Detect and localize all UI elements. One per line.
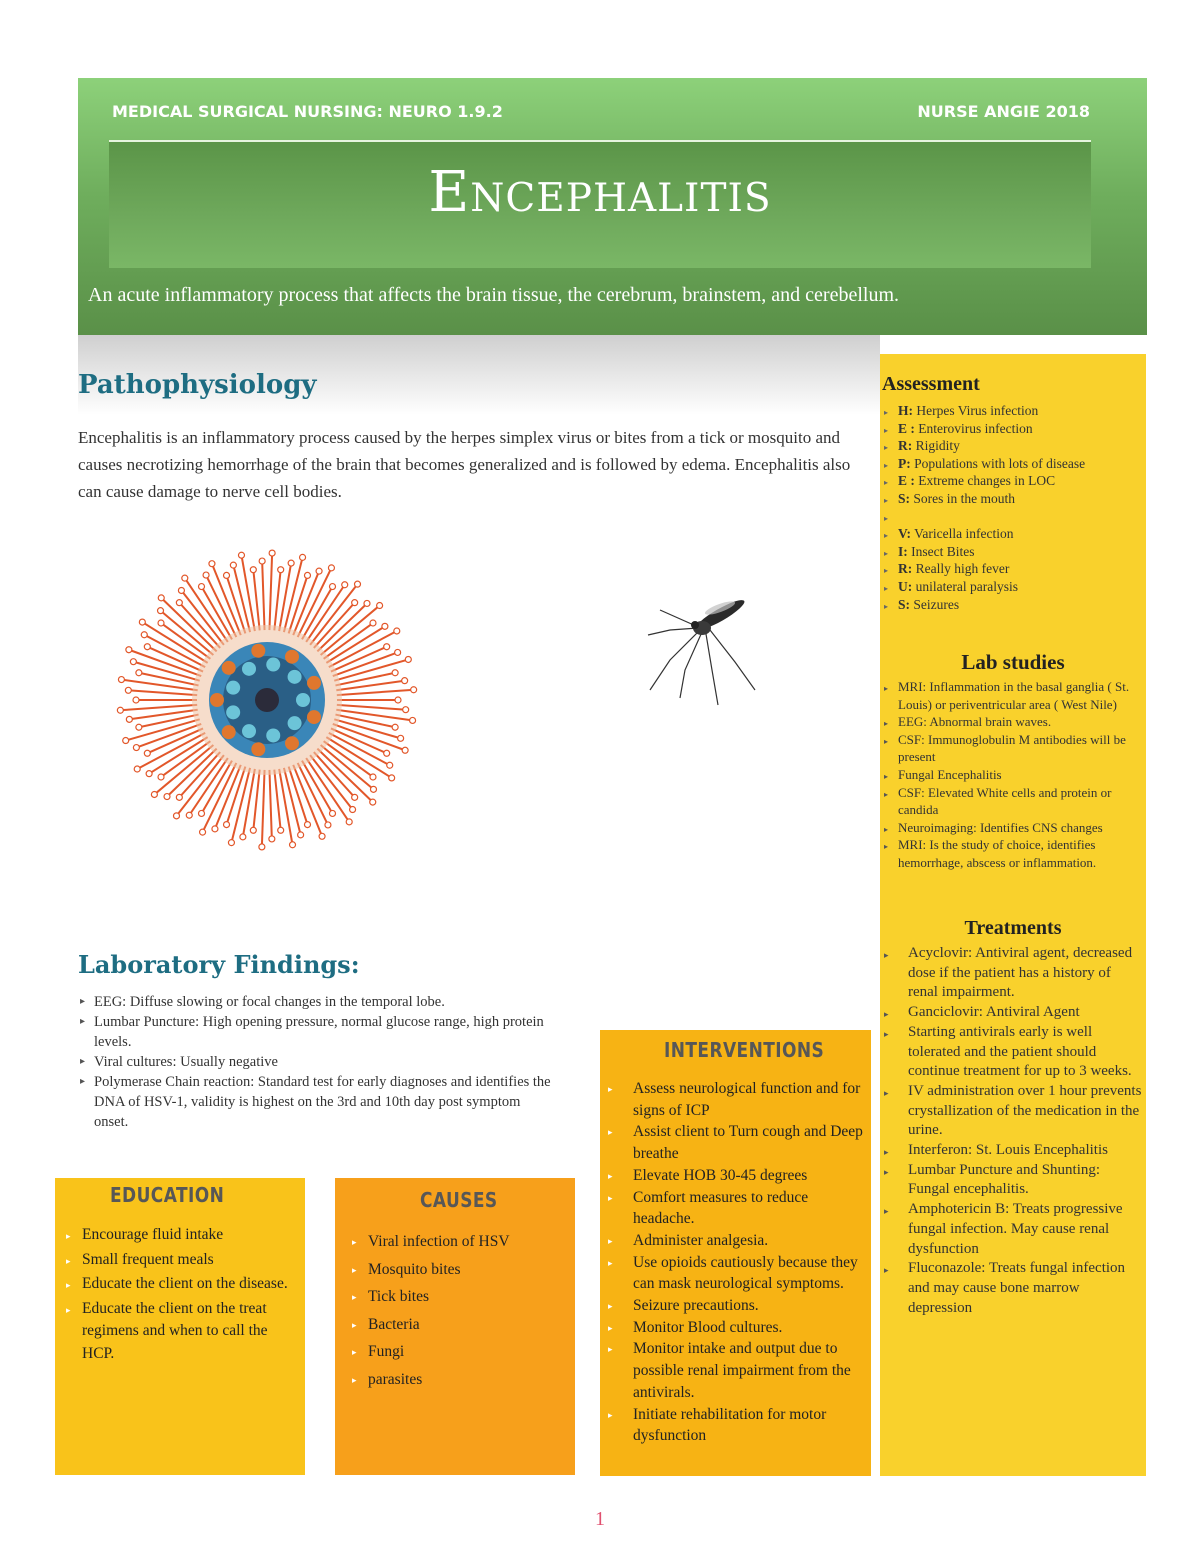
virus-spike-tip [199, 584, 205, 590]
virus-knob [210, 693, 224, 707]
virus-knob [266, 658, 280, 672]
list-item: ▸ Fluconazole: Treats fungal infection and may cause bone marrow depression [882, 1259, 1144, 1318]
virus-spike-tip [398, 735, 404, 741]
virus-spike-tip [139, 619, 145, 625]
author-label: NURSE ANGIE 2018 [917, 102, 1090, 121]
virus-spike-tip [117, 707, 123, 713]
virus-spike-tip [370, 786, 376, 792]
virus-spike-tip [259, 558, 265, 564]
mosquito-leg [680, 632, 702, 698]
list-item: ▸ Viral infection of HSV [350, 1228, 565, 1256]
mosquito-leg [650, 630, 700, 690]
tagline: An acute inflammatory process that affects the brain tissue, the cerebrum, brainstem, and cerebellum. [88, 284, 899, 306]
virus-spike-tip [410, 717, 416, 723]
virus-spike-tip [364, 600, 370, 606]
virus-center [255, 688, 279, 712]
virus-spike-tip [176, 794, 182, 800]
list-item: ▸ Interferon: St. Louis Encephalitis [882, 1141, 1144, 1161]
list-item: ▸ Lumbar Puncture: High opening pressure, normal glucose range, high protein levels. [78, 1012, 558, 1052]
virus-spike-tip [240, 834, 246, 840]
virus-spike-tip [212, 826, 218, 832]
virus-spike-tip [370, 799, 376, 805]
virus-spike-tip [342, 582, 348, 588]
virus-knob [242, 662, 256, 676]
virus-spike-tip [269, 550, 275, 556]
virus-spike-tip [238, 552, 244, 558]
list-item: ▸ P: Populations with lots of disease [882, 455, 1144, 473]
virus-knob [266, 728, 280, 742]
list-item: ▸ Mosquito bites [350, 1256, 565, 1284]
virus-spike-tip [403, 707, 409, 713]
virus-spike-tip [158, 608, 164, 614]
list-item: ▸ Assist client to Turn cough and Deep breathe [606, 1121, 864, 1164]
lab-studies-list [882, 678, 1146, 872]
causes-heading: CAUSES [420, 1188, 498, 1212]
list-item: ▸ Educate the client on the disease. [64, 1273, 299, 1296]
virus-spike-tip [384, 644, 390, 650]
virus-spike-tip [355, 581, 361, 587]
virus-spike-tip [186, 812, 192, 818]
virus-spike-tip [304, 572, 310, 578]
virus-spike-tip [392, 670, 398, 676]
virus-spike-tip [300, 554, 306, 560]
list-item: ▸ R: Rigidity [882, 437, 1144, 455]
virus-spike-tip [330, 810, 336, 816]
list-item: ▸ parasites [350, 1366, 565, 1394]
virus-spike-tip [250, 567, 256, 573]
virus-spike-tip [319, 833, 325, 839]
virus-spike-tip [141, 632, 147, 638]
virus-spike [131, 691, 197, 696]
virus-spike-tip [392, 724, 398, 730]
virus-spike [140, 733, 205, 768]
list-item: ▸ Comfort measures to reduce headache. [606, 1187, 864, 1230]
virus-spike [279, 769, 292, 842]
interventions-list [606, 1078, 864, 1447]
list-item: ▸ CSF: Immunoglobulin M antibodies will be present [882, 731, 1146, 766]
list-item: ▸ Monitor intake and output due to possible renal impairment from the antivirals. [606, 1338, 864, 1403]
list-item: ▸ MRI: Is the study of choice, identifies hemorrhage, abscess or inflammation. [882, 836, 1146, 871]
list-item: ▸ Assess neurological function and for signs of ICP [606, 1078, 864, 1121]
list-item: ▸ Elevate HOB 30-45 degrees [606, 1165, 864, 1187]
virus-spike-tip [164, 794, 170, 800]
virus-spike-tip [290, 842, 296, 848]
virus-spike-tip [278, 827, 284, 833]
virus-spike-tip [259, 844, 265, 850]
virus-spike-tip [158, 620, 164, 626]
virus-spike-tip [173, 813, 179, 819]
list-item: ▸ S: Sores in the mouth [882, 490, 1144, 508]
page-number: 1 [595, 1508, 605, 1530]
virus-knob [307, 710, 321, 724]
list-item: ▸ Lumbar Puncture and Shunting: Fungal encephalitis. [882, 1161, 1144, 1200]
virus-knob [296, 693, 310, 707]
virus-spike-tip [288, 560, 294, 566]
list-item: ▸ Tick bites [350, 1283, 565, 1311]
virus-spike [274, 573, 280, 631]
list-item: ▸ Starting antivirals early is well tolerated and the patient should continue treatment for up to 3 weeks. [882, 1023, 1144, 1082]
virus-knob [242, 724, 256, 738]
mosquito-head [691, 621, 699, 629]
list-item: ▸ Small frequent meals [64, 1249, 299, 1272]
virus-spike-tip [158, 774, 164, 780]
virus-spike-tip [126, 647, 132, 653]
education-list [64, 1224, 299, 1367]
virus-spike [336, 710, 409, 720]
assessment-heading: Assessment [882, 373, 980, 395]
list-item: ▸ Encourage fluid intake [64, 1224, 299, 1247]
virus-spike-tip [146, 771, 152, 777]
virus-knob [226, 681, 240, 695]
pathophysiology-heading: Pathophysiology [78, 370, 317, 400]
virus-spike-tip [402, 747, 408, 753]
treatments-list [882, 944, 1144, 1318]
virus-knob [222, 725, 236, 739]
virus-spike [329, 632, 394, 667]
virus-spike [269, 770, 271, 836]
list-item: ▸ Seizure precautions. [606, 1295, 864, 1317]
virus-spike-tip [250, 827, 256, 833]
virus-spike-tip [411, 687, 417, 693]
mosquito-leg [648, 628, 698, 635]
virus-spike-tip [209, 561, 215, 567]
virus-spike-tip [269, 836, 275, 842]
virus-spike-tip [370, 774, 376, 780]
virus-knob [226, 705, 240, 719]
virus-spike [337, 690, 411, 695]
interventions-heading: INTERVENTIONS [664, 1038, 825, 1062]
virus-spike [262, 770, 265, 844]
virus-spike [337, 705, 403, 710]
virus-spike-tip [384, 750, 390, 756]
virus-knob [251, 742, 265, 756]
virus-spike [242, 558, 255, 631]
list-item: ▸ MRI: Inflammation in the basal ganglia ( St. Louis) or periventricular area ( West Nile) [882, 678, 1146, 713]
virus-spike-tip [228, 840, 234, 846]
virus-spike-tip [346, 819, 352, 825]
list-item: ▸ Neuroimaging: Identifies CNS changes [882, 819, 1146, 837]
laboratory-findings-heading: Laboratory Findings: [78, 950, 360, 979]
education-heading: EDUCATION [110, 1183, 225, 1207]
list-item: ▸ R: Really high fever [882, 560, 1144, 578]
list-item: ▸ E : Extreme changes in LOC [882, 472, 1144, 490]
list-item: ▸ I: Insect Bites [882, 543, 1144, 561]
virus-spike-tip [125, 687, 131, 693]
virus-spike-tip [298, 832, 304, 838]
virus-spike-tip [304, 822, 310, 828]
list-item: ▸ Monitor Blood cultures. [606, 1317, 864, 1339]
virus-spike [274, 770, 280, 828]
virus-illustration [112, 545, 422, 855]
virus-spike-tip [123, 738, 129, 744]
virus-spike-tip [151, 791, 157, 797]
virus-spike-tip [203, 572, 209, 578]
virus-spike [124, 680, 197, 690]
lab-studies-heading: Lab studies [961, 650, 1065, 674]
virus-spike [191, 758, 228, 813]
treatments-heading: Treatments [964, 917, 1062, 939]
virus-spike-tip [402, 678, 408, 684]
virus-spike [254, 573, 260, 631]
virus-spike-tip [352, 794, 358, 800]
list-item: ▸ S: Seizures [882, 596, 1144, 614]
virus-spike-tip [126, 716, 132, 722]
assessment-list [882, 402, 1144, 613]
virus-knob [307, 676, 321, 690]
virus-spike-tip [224, 572, 230, 578]
virus-spike-tip [387, 762, 393, 768]
list-item: ▸ Bacteria [350, 1311, 565, 1339]
list-item: ▸ IV administration over 1 hour prevents crystallization of the medication in the urine. [882, 1082, 1144, 1141]
page-title: Encephalitis [428, 160, 772, 225]
list-item: ▸ Acyclovir: Antiviral agent, decreased dose if the patient has a history of renal impairment. [882, 944, 1144, 1003]
virus-spike [306, 587, 343, 642]
virus-spike-tip [199, 810, 205, 816]
list-item: ▸ Fungal Encephalitis [882, 766, 1146, 784]
virus-spike-tip [350, 807, 356, 813]
virus-spike-tip [200, 829, 206, 835]
list-item: ▸ Fungi [350, 1338, 565, 1366]
virus-spike-tip [394, 628, 400, 634]
list-item: ▸ Educate the client on the treat regimens and when to call the HCP. [64, 1298, 299, 1366]
virus-spike-tip [395, 649, 401, 655]
virus-spike-tip [130, 659, 136, 665]
virus-knob [222, 661, 236, 675]
virus-spike-tip [224, 822, 230, 828]
list-item-spacer [882, 508, 1144, 526]
list-item: ▸ CSF: Elevated White cells and protein or candida [882, 784, 1146, 819]
pathophysiology-text: Encephalitis is an inflammatory process caused by the herpes simplex virus or bites from a tick or mosquito and causes necrotizing hemorrhage of the brain that becomes generalized and is followed by edema. Encephalitis also can cause damage to nerve cell bodies. [78, 428, 851, 501]
virus-spike-tip [377, 603, 383, 609]
virus-spike [123, 705, 197, 710]
virus-knob [288, 716, 302, 730]
virus-spike-tip [133, 745, 139, 751]
mosquito-leg [710, 630, 755, 690]
list-item: ▸ Viral cultures: Usually negative [78, 1052, 558, 1072]
virus-knob [285, 736, 299, 750]
virus-spike-tip [118, 677, 124, 683]
list-item: ▸ Use opioids cautiously because they can mask neurological symptoms. [606, 1252, 864, 1295]
list-item: ▸ E : Enterovirus infection [882, 420, 1144, 438]
virus-spike [298, 571, 330, 638]
virus-spike-tip [182, 575, 188, 581]
list-item: ▸ U: unilateral paralysis [882, 578, 1144, 596]
virus-spike-tip [382, 623, 388, 629]
virus-knob [288, 670, 302, 684]
virus-spike [269, 556, 272, 630]
virus-spike-tip [134, 766, 140, 772]
virus-spike [254, 770, 260, 828]
virus-spike-tip [325, 822, 331, 828]
virus-spike-tip [176, 600, 182, 606]
list-item: ▸ EEG: Diffuse slowing or focal changes in the temporal lobe. [78, 992, 558, 1012]
virus-spike-tip [352, 600, 358, 606]
mosquito-proboscis [660, 610, 696, 626]
virus-spike-tip [144, 750, 150, 756]
virus-spike-tip [133, 697, 139, 703]
virus-spike-tip [316, 568, 322, 574]
list-item: ▸ V: Varicella infection [882, 525, 1144, 543]
virus-spike [262, 564, 264, 630]
course-label: MEDICAL SURGICAL NURSING: NEURO 1.9.2 [112, 102, 503, 121]
virus-knob [285, 650, 299, 664]
laboratory-findings-list [78, 992, 558, 1132]
virus-spike-tip [405, 656, 411, 662]
virus-spike-tip [158, 595, 164, 601]
virus-spike-tip [395, 697, 401, 703]
causes-list [350, 1228, 565, 1393]
list-item: ▸ Administer analgesia. [606, 1230, 864, 1252]
mosquito-illustration [640, 590, 760, 710]
virus-spike-tip [389, 775, 395, 781]
list-item: ▸ EEG: Abnormal brain waves. [882, 713, 1146, 731]
virus-spike [204, 763, 236, 830]
virus-knob [251, 644, 265, 658]
list-item: ▸ Polymerase Chain reaction: Standard test for early diagnoses and identifies the DNA of HSV-1, validity is highest on the 3rd and 10th day post symptom onset. [78, 1072, 558, 1132]
list-item: ▸ H: Herpes Virus infection [882, 402, 1144, 420]
mosquito-leg [706, 634, 718, 705]
virus-spike-tip [136, 724, 142, 730]
virus-spike-tip [178, 587, 184, 593]
list-item: ▸ Initiate rehabilitation for motor dysfunction [606, 1404, 864, 1447]
virus-spike-tip [278, 567, 284, 573]
virus-spike-tip [136, 670, 142, 676]
virus-spike-tip [330, 584, 336, 590]
list-item: ▸ Amphotericin B: Treats progressive fungal infection. May cause renal dysfunction [882, 1200, 1144, 1259]
virus-spike-tip [370, 620, 376, 626]
virus-spike-tip [144, 644, 150, 650]
virus-spike-tip [328, 565, 334, 571]
list-item: ▸ Ganciclovir: Antiviral Agent [882, 1003, 1144, 1023]
virus-spike-tip [230, 562, 236, 568]
